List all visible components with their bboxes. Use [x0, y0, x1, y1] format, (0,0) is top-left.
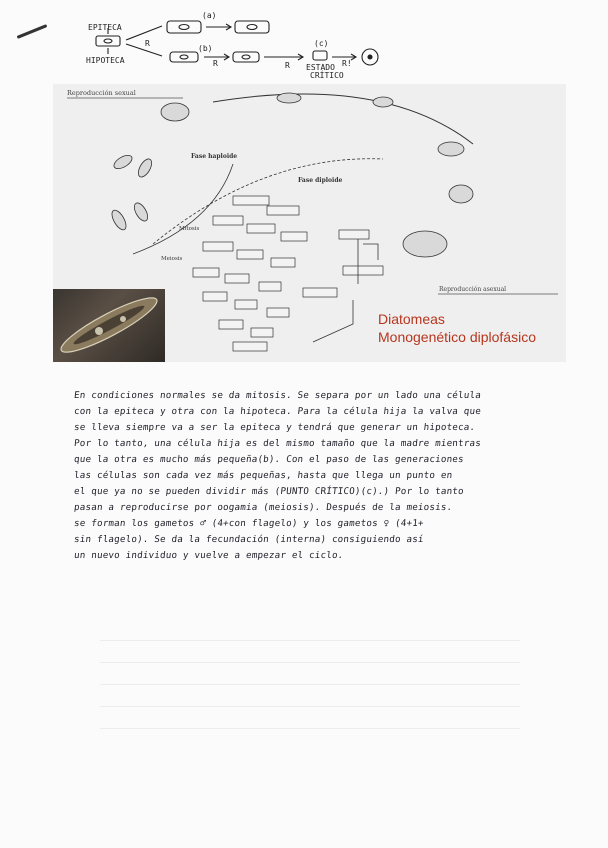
- notes-line: el que ya no se pueden dividir más (PUNTO CRÍTICO)(c).) Por lo tanto: [73, 486, 465, 497]
- meiosis-label: Meiosis: [161, 256, 183, 262]
- hipoteca-label: HIPOTECA: [86, 56, 125, 65]
- pen-stroke: [17, 24, 48, 39]
- title-line-1: Diatomeas: [378, 311, 445, 327]
- notes-line: pasan a reproducirse por oogamia (meiosis). Después de la meiosis.: [73, 502, 453, 513]
- notes-line: sin flagelo). Se da la fecundación (interna) consiguiendo así: [73, 534, 425, 545]
- epiteca-label: EPITECA: [88, 23, 122, 32]
- handwritten-notes: [74, 388, 544, 564]
- estado-label: ESTADO: [306, 63, 335, 72]
- r-label-3: R: [285, 61, 290, 70]
- notes-line: que la otra es mucho más pequeña(b). Con el paso de las generaciones: [73, 454, 465, 465]
- bleed-through: [100, 640, 520, 750]
- critico-label: CRÍTICO: [310, 71, 344, 80]
- r-label-1: R: [145, 39, 150, 48]
- notes-line: con la epiteca y otra con la hipoteca. Para la célula hija la valva que: [73, 406, 482, 417]
- label-a: (a): [202, 11, 217, 20]
- mitosis-label: Mitosis: [179, 226, 200, 232]
- title-line-2: Monogenético diplofásico: [378, 329, 536, 345]
- notes-line: las células son cada vez más pequeñas, hasta que llega un punto en: [73, 470, 453, 481]
- r-label-2: R: [213, 59, 218, 68]
- figure-title: [378, 310, 536, 346]
- division-sketch: [70, 6, 400, 88]
- notes-line: Por lo tanto, una célula hija es del mismo tamaño que la madre mientras: [73, 438, 482, 449]
- notes-line: se lleva siempre va a ser la epiteca y tendrá que generar un hipoteca.: [73, 422, 476, 433]
- label-b: (b): [198, 44, 213, 53]
- asexual-label: Reproducción asexual: [439, 286, 507, 293]
- r-label-4: R!: [342, 59, 352, 68]
- notes-line: se forman los gametos ♂ (4+con flagelo) y los gametos ♀ (4+1+: [73, 518, 425, 529]
- notes-line: un nuevo individuo y vuelve a empezar el ciclo.: [73, 550, 345, 561]
- diatom-micrograph: [53, 289, 165, 362]
- diploid-label: Fase diploide: [298, 177, 343, 184]
- sexual-label: Reproducción sexual: [67, 89, 136, 97]
- notes-line: En condiciones normales se da mitosis. Se separa por un lado una célula: [73, 390, 482, 401]
- label-c: (c): [314, 39, 329, 48]
- haploid-label: Fase haploide: [191, 153, 238, 160]
